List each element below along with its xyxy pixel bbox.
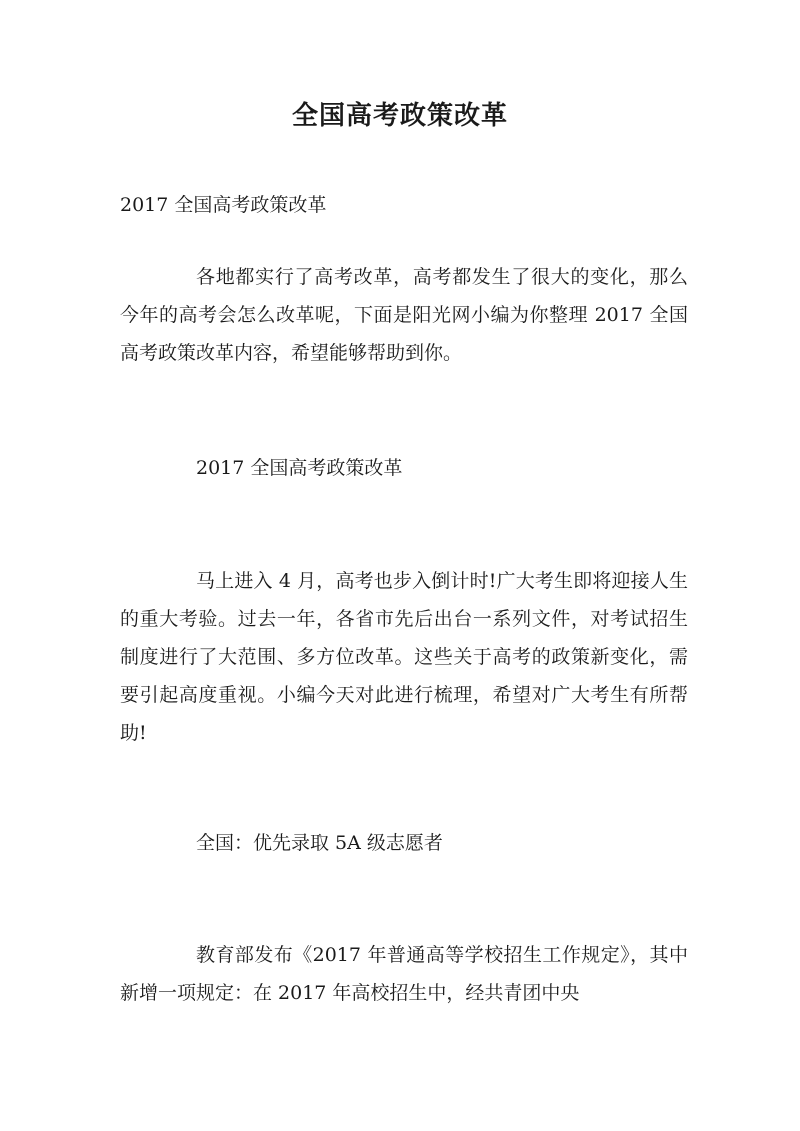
body-paragraph-regulation: 教育部发布《2017 年普通高等学校招生工作规定》，其中新增一项规定：在 2017 年高校招生中，经共青团中央 [120,944,688,1004]
document-title: 全国高考政策改革 [291,101,508,131]
body-paragraph: 马上进入 4 月，高考也步入倒计时!广大考生即将迎接人生的重大考验。过去一年，各省市先后出台一系列文件，对考试招生制度进行了大范围、多方位改革。这些关于高考的政策新变化，需要引起高度重视。小编今天对此进行梳理，希望对广大考生有所帮助! [120,570,688,744]
section-heading-national: 全国：优先录取 5A 级志愿者 [196,832,443,854]
intro-paragraph: 各地都实行了高考改革，高考都发生了很大的变化，那么今年的高考会怎么改革呢，下面是阳光网小编为你整理 2017 全国高考政策改革内容，希望能够帮助到你。 [120,266,688,364]
section-heading: 2017 全国高考政策改革 [196,457,403,479]
document-subtitle: 2017 全国高考政策改革 [120,194,327,216]
